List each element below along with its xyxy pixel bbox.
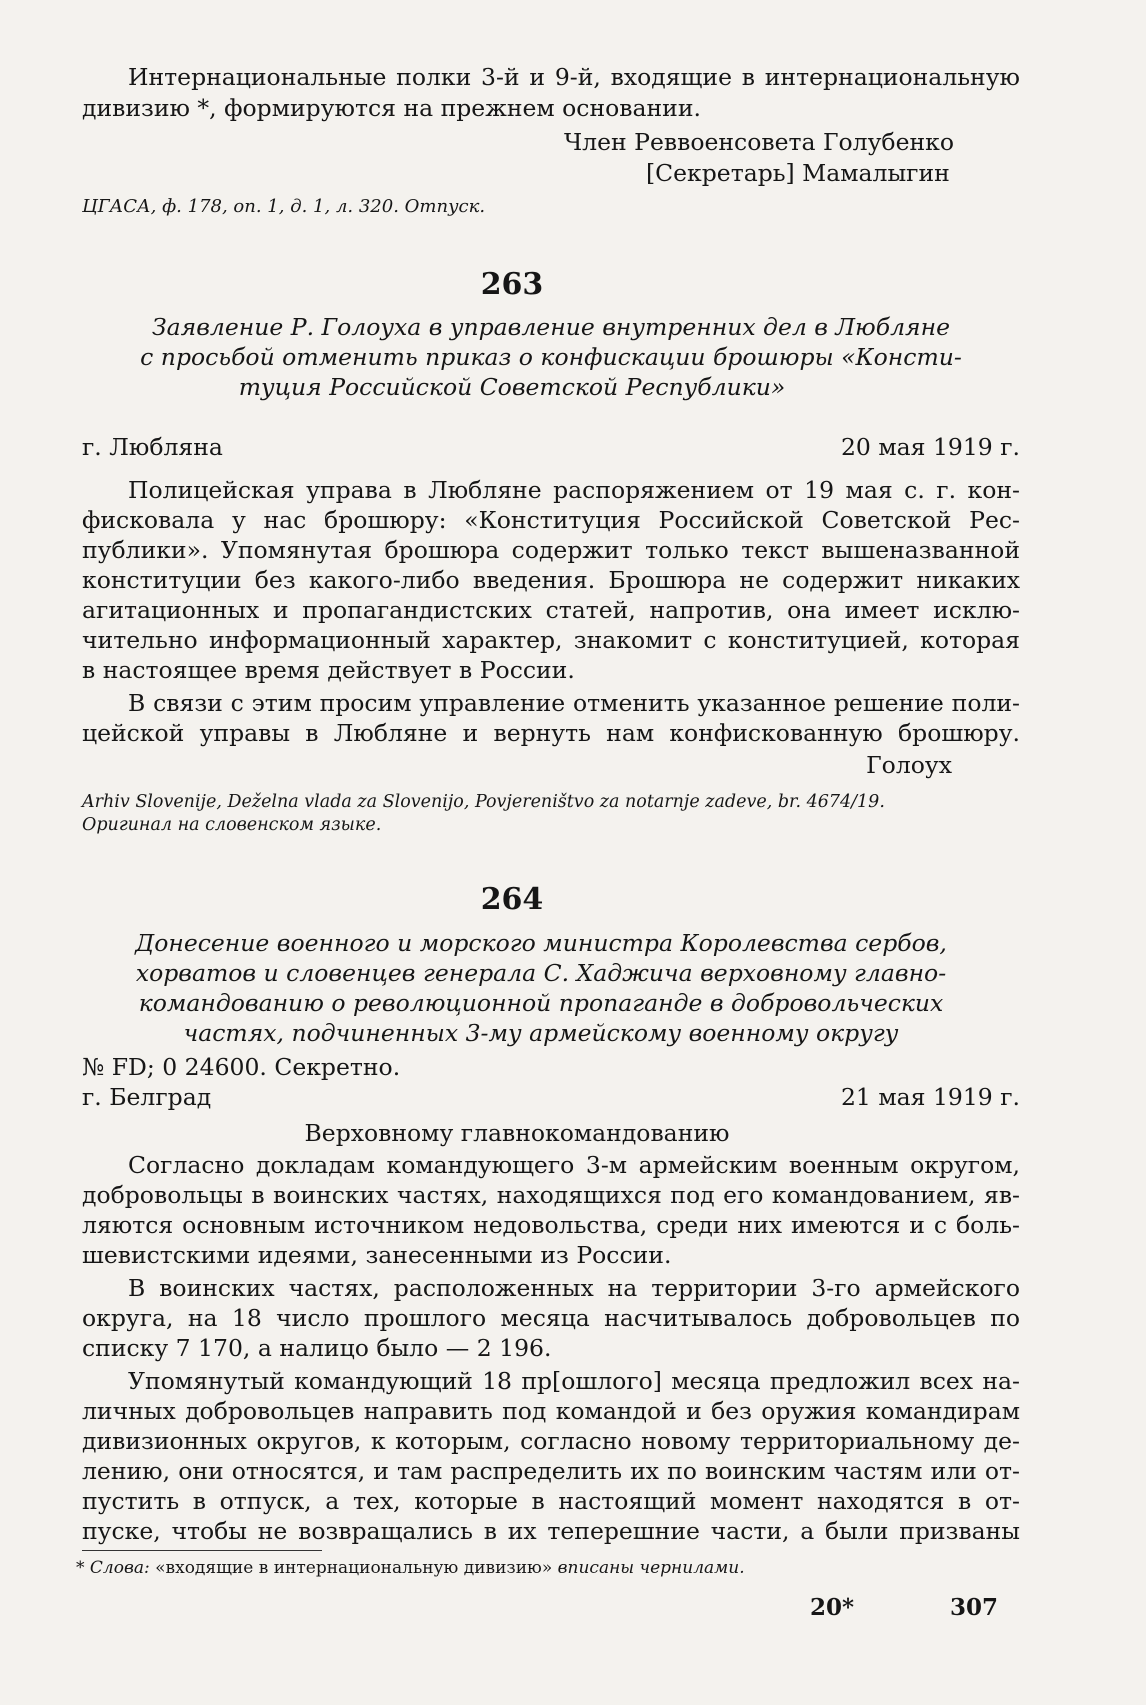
footnote-mark: * Слова: — [76, 1558, 150, 1578]
archive-source: ЦГАСА, ф. 178, оп. 1, д. 1, л. 320. Отпуск. — [82, 196, 486, 217]
document-title-line: Заявление Р. Голоуха в управление внутренних дел в Любляне — [152, 313, 950, 341]
text-line: в настоящее время действует в России. — [82, 656, 575, 684]
archive-source: Arhiv Slovenije, Deželna vlada za Slovenijo, Povjereništvo za notarnje zadeve, br. 4674/19. — [82, 792, 885, 812]
signature-mark: 20* — [810, 1594, 855, 1621]
place: г. Белград — [82, 1083, 212, 1111]
text-line: личных добровольцев направить под командой и без оружия командирам — [82, 1397, 1020, 1425]
text-line: публики». Упомянутая брошюра содержит только текст вышеназванной — [82, 536, 1020, 564]
text-line: В связи с этим просим управление отменить указанное решение поли- — [128, 689, 1020, 717]
text-line: фисковала у нас брошюру: «Конституция Российской Советской Рес- — [82, 506, 1020, 534]
place-date-line — [82, 1082, 1020, 1112]
text-line: пуске, чтобы не возвращались в их теперешние части, а были призваны — [82, 1517, 1020, 1545]
text-line: дивизию *, формируются на прежнем основании. — [82, 94, 701, 122]
footnote-rule — [82, 1550, 322, 1551]
document-title-line: туция Российской Советской Республики» — [238, 373, 786, 401]
signature-secretary: [Секретарь] Мамалыгин — [646, 159, 950, 187]
text-line: В воинских частях, расположенных на территории 3-го армейского — [128, 1274, 1020, 1302]
signature-member: Член Реввоенсовета Голубенко — [564, 128, 954, 156]
archive-source: Оригинал на словенском языке. — [82, 815, 382, 835]
document-title-line: с просьбой отменить приказ о конфискации брошюры «Консти- — [140, 343, 962, 371]
place-date-line — [82, 432, 1020, 462]
addressee: Верховному главнокомандованию — [304, 1119, 730, 1147]
footnote-note: вписаны чернилами. — [557, 1558, 745, 1578]
document-number: 264 — [480, 882, 544, 917]
text-line: лению, они относятся, и там распределить их по воинским частям или от- — [82, 1457, 1020, 1485]
footnote-quote: «входящие в интернациональную дивизию» — [155, 1558, 553, 1578]
text-line: округа, на 18 число прошлого месяца насчитывалось добровольцев по — [82, 1304, 1020, 1332]
text-line: Интернациональные полки 3-й и 9-й, входящие в интернациональную — [128, 63, 1020, 91]
document-title-line: Донесение военного и морского министра Королевства сербов, — [135, 929, 947, 957]
document-title-line: частях, подчиненных 3-му армейскому военному округу — [183, 1019, 899, 1047]
text-line: шевистскими идеями, занесенными из России. — [82, 1241, 672, 1269]
footnote — [76, 1553, 1014, 1583]
document-title-line: командованию о революционной пропаганде в добровольческих — [138, 989, 944, 1017]
text-line: конституции без какого-либо введения. Брошюра не содержит никаких — [82, 566, 1020, 594]
text-line: агитационных и пропагандистских статей, напротив, она имеет исклю- — [82, 596, 1020, 624]
text-line: ляются основным источником недовольства, среди них имеются и с боль- — [82, 1211, 1020, 1239]
text-line: Согласно докладам командующего 3-м армейским военным округом, — [128, 1151, 1020, 1179]
text-line: списку 7 170, а налицо было — 2 196. — [82, 1334, 552, 1362]
document-number: 263 — [480, 267, 544, 302]
text-line: Упомянутый командующий 18 пр[ошлого] месяца предложил всех на- — [128, 1367, 1020, 1395]
signature: Голоух — [866, 751, 952, 779]
text-line: цейской управы в Любляне и вернуть нам конфискованную брошюру. — [82, 719, 1020, 747]
reference-number: № FD; 0 24600. Секретно. — [82, 1053, 401, 1081]
text-line: чительно информационный характер, знакомит с конституцией, которая — [82, 626, 1020, 654]
text-line: дивизионных округов, к которым, согласно новому территориальному де- — [82, 1427, 1020, 1455]
text-line: Полицейская управа в Любляне распоряжением от 19 мая с. г. кон- — [128, 476, 1020, 504]
text-line: добровольцы в воинских частях, находящихся под его командованием, яв- — [82, 1181, 1020, 1209]
place: г. Любляна — [82, 433, 223, 461]
date: 20 мая 1919 г. — [840, 433, 1020, 461]
page-number: 307 — [950, 1594, 999, 1621]
text-line: пустить в отпуск, а тех, которые в настоящий момент находятся в от- — [82, 1487, 1020, 1515]
date: 21 мая 1919 г. — [840, 1083, 1020, 1111]
document-title-line: хорватов и словенцев генерала С. Хаджича верховному главно- — [135, 959, 947, 987]
